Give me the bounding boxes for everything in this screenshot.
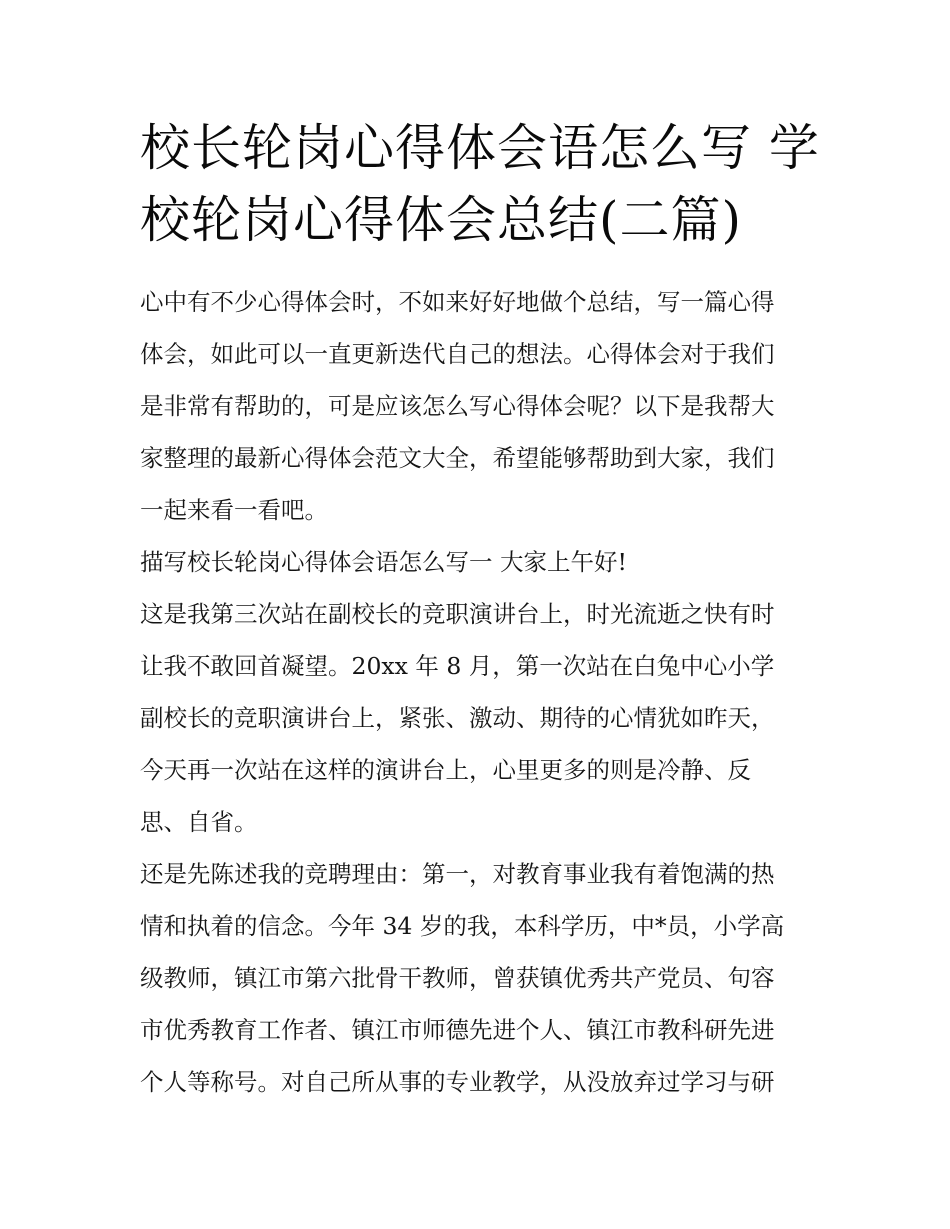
body-paragraph: [140, 588, 820, 848]
title-line: 校轮岗心得体会总结(二篇): [140, 191, 743, 249]
text-line: 体会，如此可以一直更新迭代自己的想法。心得体会对于我们: [140, 340, 775, 368]
text-line: 是非常有帮助的，可是应该怎么写心得体会呢？以下是我帮大: [140, 392, 775, 420]
text-line: 级教师，镇江市第六批骨干教师，曾获镇优秀共产党员、句容: [140, 964, 775, 992]
text-line: 家整理的最新心得体会范文大全，希望能够帮助到大家，我们: [140, 444, 775, 472]
intro-paragraph: [140, 276, 820, 536]
text-line: 个人等称号。对自己所从事的专业教学，从没放弃过学习与研: [140, 1068, 775, 1096]
document-title: [140, 112, 820, 256]
text-line: 今天再一次站在这样的演讲台上，心里更多的则是冷静、反: [140, 756, 751, 784]
text-line: 让我不敢回首凝望。20xx 年 8 月，第一次站在白兔中心小学: [140, 652, 775, 680]
text-line: 还是先陈述我的竞聘理由：第一，对教育事业我有着饱满的热: [140, 860, 775, 888]
text-line: 思、自省。: [140, 808, 258, 836]
text-line: 心中有不少心得体会时，不如来好好地做个总结，写一篇心得: [140, 288, 775, 316]
title-line: 校长轮岗心得体会语怎么写 学: [140, 119, 820, 177]
text-line: 这是我第三次站在副校长的竞职演讲台上，时光流逝之快有时: [140, 600, 775, 628]
text-line: 市优秀教育工作者、镇江市师德先进个人、镇江市教科研先进: [140, 1016, 775, 1044]
text-line: 描写校长轮岗心得体会语怎么写一 大家上午好!: [140, 548, 627, 576]
text-line: 一起来看一看吧。: [140, 496, 328, 524]
section-heading-paragraph: [140, 536, 820, 588]
text-line: 副校长的竞职演讲台上，紧张、激动、期待的心情犹如昨天，: [140, 704, 775, 732]
text-line: 情和执着的信念。今年 34 岁的我，本科学历，中*员，小学高: [140, 912, 785, 940]
body-paragraph: [140, 848, 820, 1108]
document-body: [140, 276, 820, 1108]
